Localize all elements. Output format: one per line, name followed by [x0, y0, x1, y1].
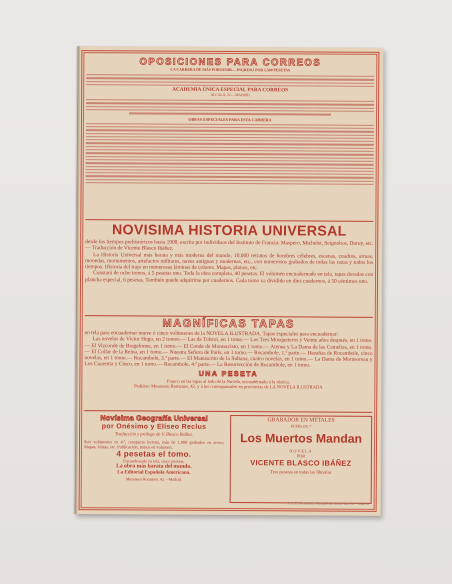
geografia-title: Novísima Geografía Universal — [100, 413, 208, 423]
muertos-kicker: GRABADOR EN METALES — [267, 417, 335, 424]
geografia-extra: Encuadernado en tela, cinco pesetas. — [123, 458, 185, 464]
cover-content — [84, 55, 375, 507]
tapas-section — [84, 317, 372, 391]
historia-section — [85, 222, 373, 285]
tapas-note-1: Franco en las tapas al lado de la Novela, encuadérnado á la rústica. — [166, 378, 290, 385]
geografia-description: Seis volúmenes en 4.º, compacto lectura, más de 1.000 grabados en acero; Mapas, Vistas, etc. Publicación, tomos en volumen. — [83, 438, 225, 450]
academy-location: ALCALÁ, 32.—MADRID — [210, 93, 250, 98]
muertos-por: POR — [296, 453, 306, 459]
bottom-ads — [84, 414, 373, 504]
historia-title: NOVISIMA HISTORIA UNIVERSAL — [111, 222, 347, 240]
geografia-authors: por Onésimo y Elíseo Reclus — [101, 422, 207, 431]
correos-subtitle: LA CARRERA DE MÁS PORVENIR.—INGRESO POR 1.500 PESETAS — [170, 67, 291, 73]
tapas-intro: en tela para encuadernar nueve ó cinco volúmenes de la NOVELA ILUSTRADA. Tapas especiales para encuadernar: — [84, 330, 339, 338]
geografia-cheap: La obra más barata del mundo. — [116, 463, 192, 470]
historia-description: La Historia Universal más barata y más moderna del mundo, 10.000 retratos de hombres célebres, escenas, cuadros, armas, monedas, monumentos, artefactos militares, naves antiguas y modernas, etc., con numerosos grabados de todas las razas y todos los tiempos. Historia del trajo en numerosas láminas de colores. Mapas, planos, etc. — [85, 251, 374, 272]
geografia-address: Mesonero Romanos, 42.—Madrid. — [125, 475, 182, 482]
muertos-ad — [230, 415, 373, 504]
magazine-back-cover — [75, 46, 384, 516]
geografia-ad — [84, 414, 225, 503]
correos-body-text — [86, 74, 374, 87]
geografia-translator: Traducción y prólogo de V. Blasco Ibáñez. — [115, 431, 194, 437]
tapas-title: MAGNÍFICAS TAPAS — [162, 317, 295, 331]
printer-imprint: J. S. E. Fernández. Marqués de Santa Ana, 22.—Madrid — [287, 501, 369, 506]
correos-section — [86, 56, 375, 185]
muertos-author: VICENTE BLASCO IBÁÑEZ — [250, 458, 352, 468]
geografia-editorial: La Editorial Española Americana. — [117, 469, 191, 476]
works-heading: OBRAS ESPECIALES PARA ESTA CARRERA — [188, 116, 272, 122]
muertos-title: Los Muertos Mandan — [240, 431, 363, 446]
muertos-price: Tres pesetas en todas las librerías — [270, 469, 332, 475]
muertos-kicker-2: PUEBLOS, 7 — [290, 424, 312, 429]
academy-body-text — [86, 99, 374, 115]
tapas-note-2: Pedidos: Mesonero Romanos, 42, y á los corresponsales en provincias de LA NOVELA ILUSTRADA — [134, 383, 323, 390]
una-peseta-label: UNA PESETA — [198, 370, 259, 378]
historia-pricing: Constará de ocho tomos, á 5 pesetas uno. Toda la obra completa, 40 pesetas. El volumen encuadernado en tela, tapas doradas con plancha especial, 6 pesetas. También puede adquirirse por cuadernos. Cada tomo va dividido en diez cuadernos, á 50 céntimos uno. — [84, 270, 374, 285]
works-list-text — [86, 123, 374, 185]
academy-name: ACADEMIA ÚNICA ESPECIAL PARA CORREOS — [172, 86, 289, 94]
correos-title: OPOSICIONES PARA CORREOS — [139, 56, 322, 69]
historia-intro: desde los tiempos prehistóricos hasta 1908, escrita por individuos del Instituto de Francia: Maspero, Michelet, Seignobos, Duruy, etc.— Traducción de Vicente Blasco Ibáñez. — [85, 239, 374, 252]
geografia-price: 4 pesetas el tomo. — [116, 448, 192, 459]
tapas-list: Las novelas de Víctor Hugo, en 2 tomos.— Las de Tolstoi, en 1 tomo.— Los Tres Mosqueteros y Veinte años después, en 1 tomo.— El Vizconde de Bragelonne, en 1 tomo.— El Conde de Montecristo, en 1 tomo.— Atenea y La Dama de las Camelias, en 1 tomo.— El Collar de la Reina, en 1 tomo.— Nuestra Señora de París, en 1 tomo.— Rocambole, 1.ª parte.— Hazañas de Rocambole, cinco novelas, en 1 tomo.— Rocambole, 3.ª parte.— El Manuscrito de la Sultana, cuatro novelas, en 1 tomo.— La Dama de Montsoreau y Los Cuarenta y Cinco, en 1 tomo.— Rocambole, 4.ª parte.— La Resurrección de Rocambole, en 1 tomo. — [84, 336, 373, 369]
muertos-genre: NOVELA — [289, 448, 313, 454]
